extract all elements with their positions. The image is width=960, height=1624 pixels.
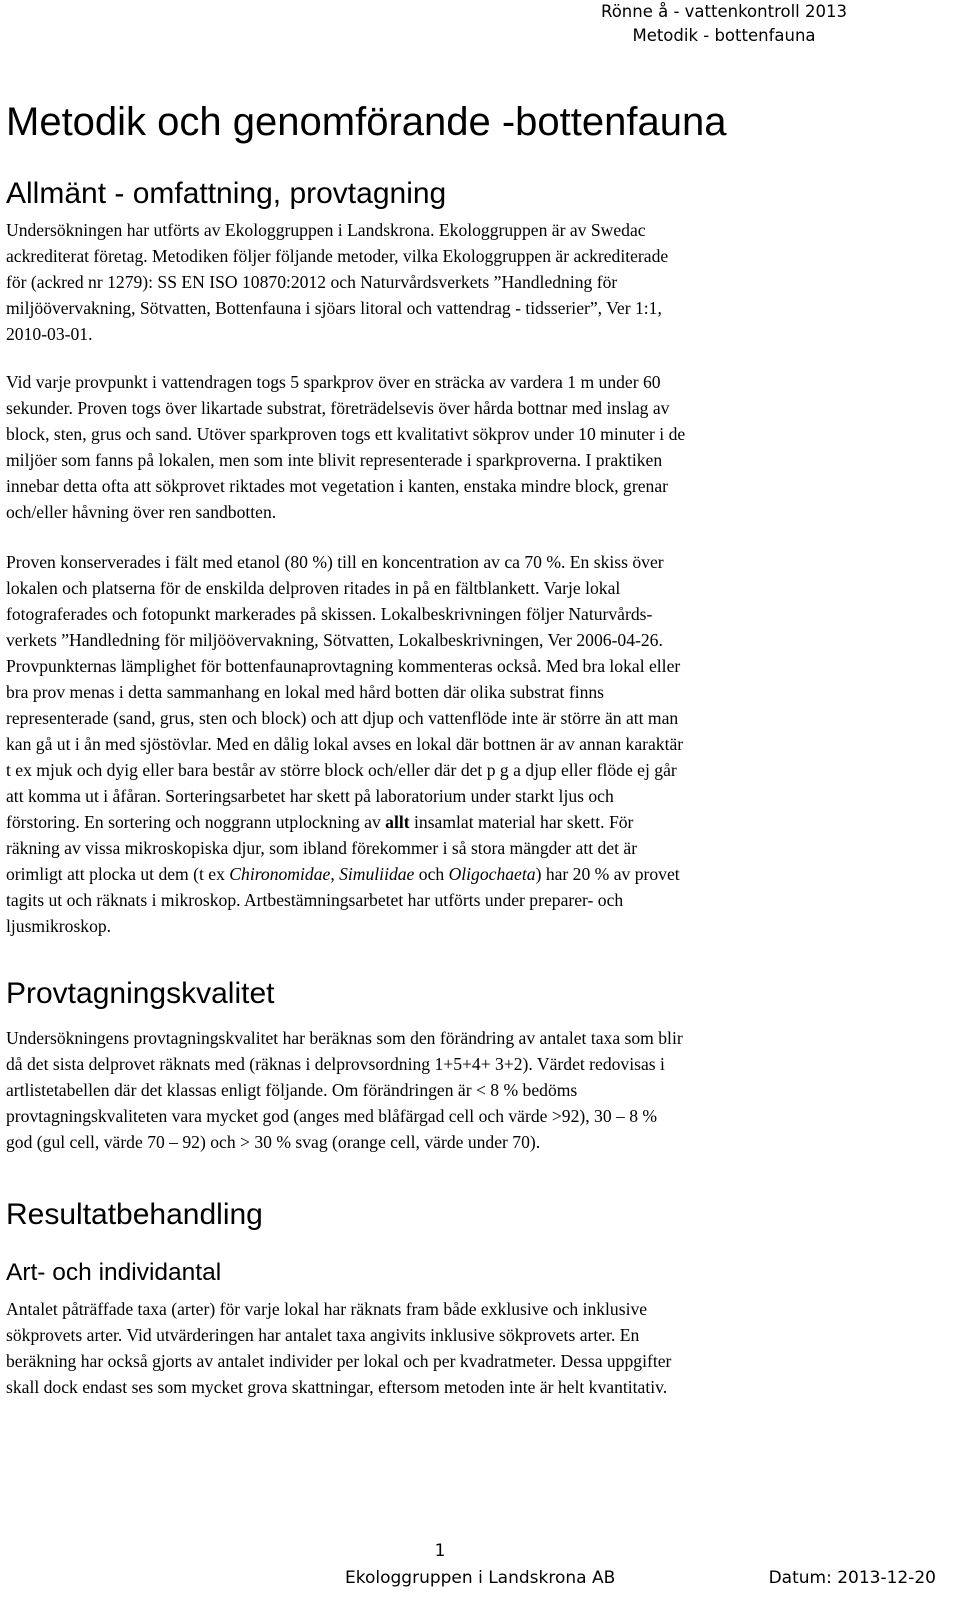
text-line: Undersökningens provtagningskvalitet har beräknas som den förändring av antalet taxa som blir: [6, 1028, 683, 1048]
text-run: orimligt att plocka ut dem (t ex: [6, 864, 230, 884]
paragraph-kvalitet: [6, 1025, 906, 1155]
text-run: ,: [330, 864, 340, 884]
text-line: innebar detta ofta att sökprovet riktades mot vegetation i kanten, enstaka mindre block, grenar: [6, 476, 668, 496]
text-line: bra prov menas i detta sammanhang en lokal med hård botten där olika substrat finns: [6, 682, 605, 702]
text-line: ackrediterat företag. Metodiken följer följande metoder, vilka Ekologgruppen är ackrediterade: [6, 246, 669, 266]
text-line: provtagningskvaliteten vara mycket god (anges med blåfärgad cell och värde >92), 30 – 8 %: [6, 1106, 658, 1126]
text-line: för (ackred nr 1279): SS EN ISO 10870:2012 och Naturvårdsverkets ”Handledning för: [6, 272, 618, 292]
page-number: 1: [434, 1541, 446, 1561]
paragraph-resultat: [6, 1296, 906, 1400]
text-line: kan gå ut i ån med sjöstövlar. Med en dålig lokal avses en lokal där bottnen är av annan karaktär: [6, 734, 684, 754]
text-line: räkning av vissa mikroskopiska djur, som ibland förekommer i så stora mängder att det är: [6, 838, 638, 858]
text-line: verkets ”Handledning för miljöövervakning, Sötvatten, Lokalbeskrivningen, Ver 2006-04-26.: [6, 630, 663, 650]
taxon-name: Simuliidae: [339, 864, 415, 884]
paragraph-allmant-1: [6, 217, 906, 347]
paragraph-allmant-3: [6, 549, 906, 939]
text-line: lokalen och platserna för de enskilda delproven ritades in på en fältblankett. Varje lokal: [6, 578, 621, 598]
text-line: ljusmikroskop.: [6, 916, 112, 936]
footer-company: Ekologgruppen i Landskrona AB: [345, 1568, 616, 1588]
text-line: Proven konserverades i fält med etanol (80 %) till en koncentration av ca 70 %. En skiss över: [6, 552, 664, 572]
section-heading-resultat: Resultatbehandling: [6, 1198, 263, 1231]
text-line: miljöövervakning, Sötvatten, Bottenfauna i sjöars litoral och vattendrag - tidsserier”, Ver 1:1,: [6, 298, 662, 318]
text-line: block, sten, grus och sand. Utöver sparkproven togs ett kvalitativt sökprov under 10 minuter i de: [6, 424, 686, 444]
text-line: t ex mjuk och dyig eller bara består av större block och/eller där det p g a djup eller flöde ej går: [6, 760, 677, 780]
text-line: miljöer som fanns på lokalen, men som inte blivit representerade i sparkproverna. I praktiken: [6, 450, 663, 470]
subsection-heading-art: Art- och individantal: [6, 1259, 222, 1286]
text-line: och/eller håvning över ren sandbotten.: [6, 502, 277, 522]
text-line: skall dock endast ses som mycket grova skattningar, eftersom metoden inte är helt kvantitativ.: [6, 1377, 668, 1397]
paragraph-allmant-2: [6, 369, 906, 525]
text-line: att komma ut i åfåran. Sorteringsarbetet har skett på laboratorium under starkt ljus och: [6, 786, 614, 806]
text-line: Antalet påträffade taxa (arter) för varje lokal har räknats fram både exklusive och inklusive: [6, 1299, 648, 1319]
taxon-name: Oligochaeta: [448, 864, 536, 884]
document-body: [6, 96, 906, 1400]
text-run: förstoring. En sortering och noggrann utplockning av: [6, 812, 386, 832]
text-line: [6, 809, 906, 835]
header-report-title: Rönne å - vattenkontroll 2013: [600, 2, 848, 21]
header-section-title: Metodik - bottenfauna: [632, 26, 816, 45]
text-run: och: [414, 864, 449, 884]
running-header: [524, 0, 924, 48]
text-line: [6, 861, 906, 887]
page-title: Metodik och genomförande -bottenfauna: [6, 100, 727, 144]
taxon-name: Chironomidae: [229, 864, 331, 884]
text-line: då det sista delprovet räknats med (räknas i delprovsordning 1+5+4+ 3+2). Värdet redovisas i: [6, 1054, 665, 1074]
text-line: sökprovets arter. Vid utvärderingen har antalet taxa angivits inklusive sökprovets arter. En: [6, 1325, 640, 1345]
text-line: representerade (sand, grus, sten och block) och att djup och vattenflöde inte är större än att man: [6, 708, 679, 728]
text-run: insamlat material har skett. För: [409, 812, 634, 832]
text-line: fotograferades och fotopunkt markerades på skissen. Lokalbeskrivningen följer Naturvårds-: [6, 604, 653, 624]
text-line: Vid varje provpunkt i vattendragen togs 5 sparkprov över en sträcka av vardera 1 m under 60: [6, 372, 661, 392]
text-line: sekunder. Proven togs över likartade substrat, företrädelsevis över hårda bottnar med inslag av: [6, 398, 670, 418]
text-line: beräkning har också gjorts av antalet individer per lokal och per kvadratmeter. Dessa uppgifter: [6, 1351, 672, 1371]
text-line: artlistetabellen där det klassas enligt följande. Om förändringen är < 8 % bedöms: [6, 1080, 578, 1100]
text-line: god (gul cell, värde 70 – 92) och > 30 % svag (orange cell, värde under 70).: [6, 1132, 541, 1152]
text-line: Provpunkternas lämplighet för bottenfaunaprovtagning kommenteras också. Med bra lokal eller: [6, 656, 681, 676]
text-line: 2010-03-01.: [6, 324, 93, 344]
text-line: tagits ut och räknats i mikroskop. Artbestämningsarbetet har utförts under preparer- och: [6, 890, 624, 910]
text-line: Undersökningen har utförts av Ekologgruppen i Landskrona. Ekologgruppen är av Swedac: [6, 220, 646, 240]
text-run: ) har 20 % av provet: [535, 864, 680, 884]
section-heading-kvalitet: Provtagningskvalitet: [6, 977, 275, 1010]
emphasis-allt: allt: [385, 812, 410, 832]
section-heading-allmant: Allmänt - omfattning, provtagning: [6, 177, 447, 210]
footer-date: Datum: 2013-12-20: [768, 1568, 936, 1588]
